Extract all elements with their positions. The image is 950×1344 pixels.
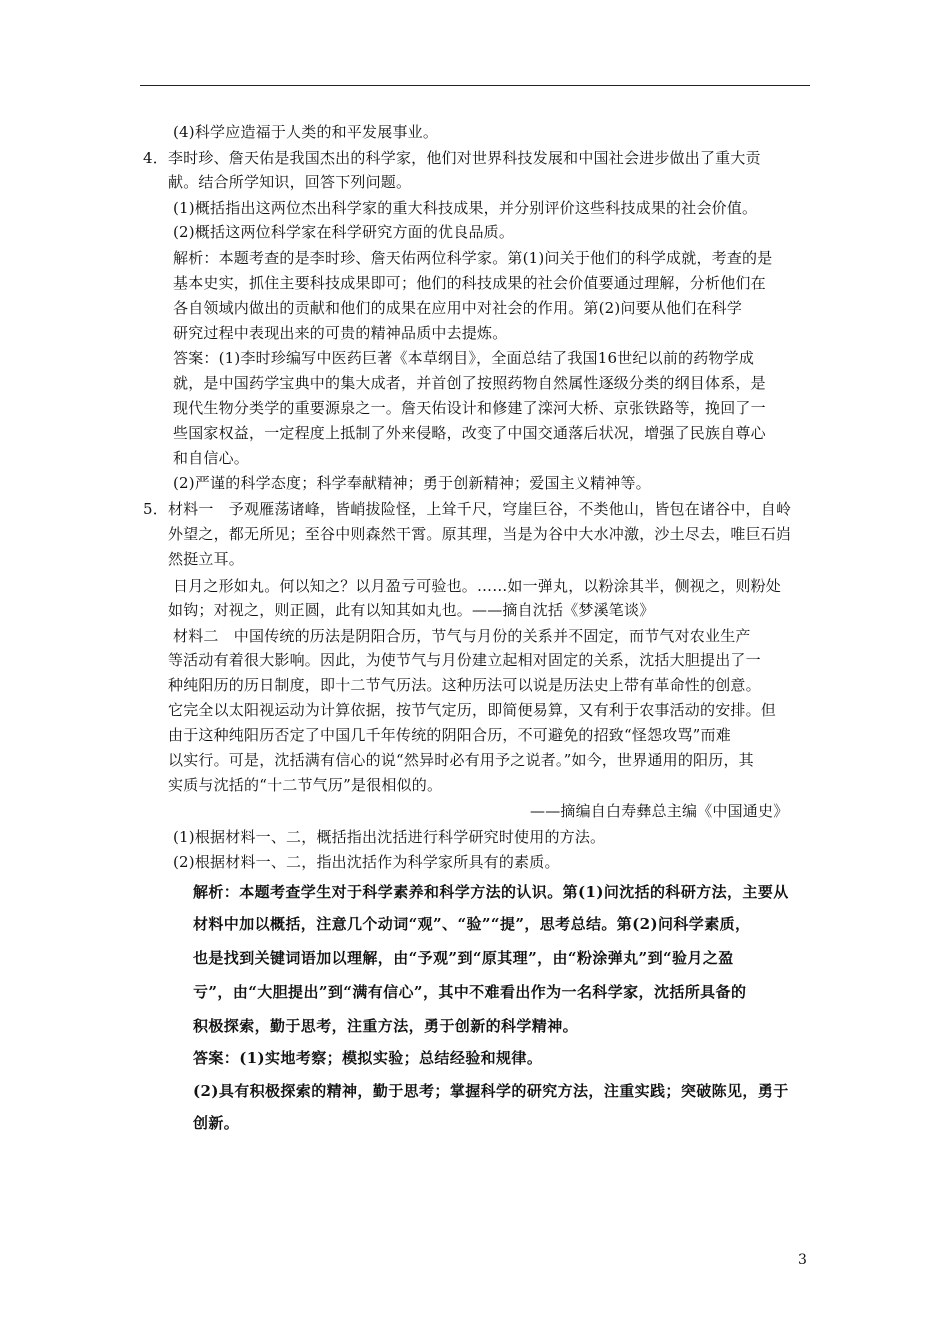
text-line: 创新。 (193, 1114, 240, 1132)
question-5-sub1: (1)根据材料一、二，概括指出沈括进行科学研究时使用的方法。 (173, 828, 606, 846)
text-line: 积极探索，勤于思考，注重方法，勇于创新的科学精神。 (193, 1017, 579, 1035)
text-line: 研究过程中表现出来的可贵的精神品质中去提炼。 (173, 324, 508, 342)
text-line: 然挺立耳。 (168, 550, 245, 568)
text-line: (2)具有积极探索的精神，勤于思考；掌握科学的研究方法，注重实践；突破陈见，勇于 (193, 1082, 789, 1100)
text-line: 如钩；对视之，则正圆，此有以知其如丸也。——摘自沈括《梦溪笔谈》 (168, 601, 655, 619)
text-line: 日月之形如丸。何以知之？以月盈亏可验也。……如一弹丸，以粉涂其半，侧视之，则粉处 (173, 577, 782, 595)
question-5-material-2: 材料二 中国传统的历法是阴阳合历，节气与月份的关系并不固定，而节气对农业生产 (173, 627, 751, 645)
text-line: 就，是中国药学宝典中的集大成者，并首创了按照药物自然属性逐级分类的纲目体系，是 (173, 374, 766, 392)
text-line: 和自信心。 (173, 449, 250, 467)
text-line: 现代生物分类学的重要源泉之一。詹天佑设计和修建了滦河大桥、京张铁路等，挽回了一 (173, 399, 766, 417)
text-line: 各自领域内做出的贡献和他们的成果在应用中对社会的作用。第(2)问要从他们在科学 (173, 299, 743, 317)
text-line: 些国家权益，一定程度上抵制了外来侵略，改变了中国交通落后状况，增强了民族自尊心 (173, 424, 766, 442)
answer-label: 答案：(1)实地考察；模拟实验；总结经验和规律。 (193, 1049, 543, 1067)
text-line: 也是找到关键词语加以理解，由“予观”到“原其理”，由“粉涂弹丸”到“验月之盈 (193, 949, 734, 967)
text-line: 材料中加以概括，注意几个动词“观”、“验”“提”，思考总结。第(2)问科学素质， (193, 915, 751, 933)
text-line: (2)严谨的科学态度；科学奉献精神；勇于创新精神；爱国主义精神等。 (173, 474, 651, 492)
text-line: (4)科学应造福于人类的和平发展事业。 (173, 123, 439, 141)
analysis-label: 解析：本题考查学生对于科学素养和科学方法的认识。第(1)问沈括的科研方法，主要从 (193, 883, 789, 901)
text-line: 种纯阳历的历日制度，即十二节气历法。这种历法可以说是历法史上带有革命性的创意。 (168, 676, 761, 694)
text-line: 亏”，由“大胆提出”到“满有信心”，其中不难看出作为一名科学家，沈括所具备的 (193, 983, 747, 1001)
text-line: 以实行。可是，沈括满有信心的说“然异时必有用予之说者。”如今，世界通用的阳历，其 (168, 751, 754, 769)
text-line: 等活动有着很大影响。因此，为使节气与月份建立起相对固定的关系，沈括大胆提出了一 (168, 651, 761, 669)
text-line: 基本史实，抓住主要科技成果即可；他们的科技成果的社会价值要通过理解，分析他们在 (173, 274, 766, 292)
answer-label: 答案：(1)李时珍编写中医药巨著《本草纲目》，全面总结了我国16世纪以前的药物学成 (173, 349, 755, 367)
question-5-material-1: 5．材料一 予观雁荡诸峰，皆峭拔险怪，上耸千尺，穹崖巨谷，不类他山，皆包在诸谷中，自岭 (143, 500, 792, 518)
question-4-stem: 4．李时珍、詹天佑是我国杰出的科学家，他们对世界科技发展和中国社会进步做出了重大贡 (143, 149, 761, 167)
text-line: 由于这种纯阳历否定了中国几千年传统的阴阳合历，不可避免的招致“怪怨攻骂”而难 (168, 726, 731, 744)
text-line: 实质与沈括的“十二节气历”是很相似的。 (168, 776, 443, 794)
question-5-sub2: (2)根据材料一、二，指出沈括作为科学家所具有的素质。 (173, 853, 560, 871)
question-4-sub1: (1)概括指出这两位杰出科学家的重大科技成果，并分别评价这些科技成果的社会价值。 (173, 199, 758, 217)
text-line: 它完全以太阳视运动为计算依据，按节气定历，即简便易算，又有利于农事活动的安排。但 (168, 701, 777, 719)
text-line: 外望之，都无所见；至谷中则森然干霄。原其理，当是为谷中大水冲激，沙土尽去，唯巨石岿 (168, 525, 792, 543)
question-4-sub2: (2)概括这两位科学家在科学研究方面的优良品质。 (173, 223, 515, 241)
analysis-label: 解析：本题考查的是李时珍、詹天佑两位科学家。第(1)问关于他们的科学成就，考查的是 (173, 249, 773, 267)
header-rule (140, 85, 810, 86)
source-citation: ——摘编自白寿彝总主编《中国通史》 (530, 802, 789, 820)
page-number: 3 (798, 1252, 807, 1268)
text-line: 献。结合所学知识，回答下列问题。 (168, 173, 412, 191)
